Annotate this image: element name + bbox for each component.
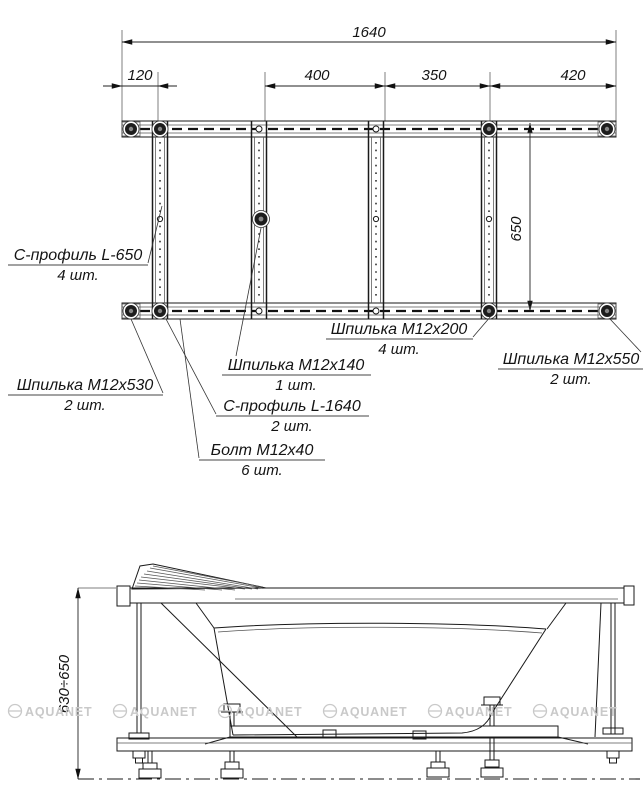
- watermarks: [9, 705, 618, 720]
- part-qty: 2 шт.: [550, 371, 592, 388]
- small-holes: [157, 126, 491, 314]
- bolt: [481, 121, 497, 137]
- callout-c-profile-650: [8, 206, 162, 284]
- dim-400-label: 400: [304, 67, 330, 84]
- aquanet-watermark: [534, 705, 618, 720]
- bolt: [152, 121, 168, 137]
- callout-stud-m12x530: [8, 319, 163, 414]
- extension-lines: [122, 30, 616, 121]
- dim-650-label: 650: [508, 216, 525, 242]
- left-stud: [129, 603, 149, 763]
- aquanet-watermark: [114, 705, 198, 720]
- bolt: [481, 303, 497, 319]
- svg-text:AQUANET: AQUANET: [235, 705, 303, 719]
- part-qty: 6 шт.: [241, 462, 283, 479]
- dim-1640-label: 1640: [352, 24, 386, 41]
- dimension-1640: [122, 24, 616, 42]
- bolt: [599, 303, 615, 319]
- bathtub-side-view: [9, 564, 641, 779]
- part-name: С-профиль L-650: [13, 247, 143, 264]
- svg-text:AQUANET: AQUANET: [25, 705, 93, 719]
- aquanet-watermark: [429, 705, 513, 720]
- svg-text:AQUANET: AQUANET: [130, 705, 198, 719]
- part-qty: 2 шт.: [64, 397, 106, 414]
- aquanet-watermark: [219, 705, 303, 720]
- callout-stud-m12x200: [326, 316, 491, 358]
- part-qty: 4 шт.: [57, 267, 99, 284]
- dimension-height: [56, 588, 116, 779]
- frame-plan-view: [8, 24, 643, 479]
- aquanet-watermark: [9, 705, 93, 720]
- bolt: [123, 303, 139, 319]
- aquanet-watermark: [324, 705, 408, 720]
- bolt: [599, 121, 615, 137]
- svg-text:AQUANET: AQUANET: [445, 705, 513, 719]
- center-stud-bolt: [253, 211, 270, 228]
- support-frame: [117, 726, 632, 751]
- dimension-row: [103, 67, 616, 86]
- part-callouts: [8, 206, 643, 479]
- vertical-members: [153, 121, 497, 319]
- dim-420-label: 420: [560, 67, 586, 84]
- part-name: С-профиль L-1640: [223, 398, 361, 415]
- svg-text:AQUANET: AQUANET: [340, 705, 408, 719]
- dim-height-label: 630÷650: [56, 654, 73, 714]
- svg-text:AQUANET: AQUANET: [550, 705, 618, 719]
- foot: [139, 751, 161, 778]
- part-qty: 2 шт.: [271, 418, 313, 435]
- headrest: [132, 564, 266, 590]
- callout-stud-m12x550: [498, 319, 643, 388]
- part-name: Болт M12x40: [210, 442, 314, 459]
- dim-350-label: 350: [421, 67, 447, 84]
- part-name: Шпилька M12x200: [330, 321, 468, 338]
- part-name: Шпилька M12x550: [502, 351, 640, 368]
- part-qty: 4 шт.: [378, 341, 420, 358]
- part-name: Шпилька M12x530: [16, 377, 154, 394]
- right-stud: [603, 603, 623, 763]
- bolt: [152, 303, 168, 319]
- part-name: Шпилька M12x140: [227, 357, 365, 374]
- bolt: [123, 121, 139, 137]
- foot: [427, 751, 449, 777]
- dim-120-label: 120: [127, 67, 153, 84]
- dimension-650: [508, 123, 530, 311]
- part-qty: 1 шт.: [275, 377, 317, 394]
